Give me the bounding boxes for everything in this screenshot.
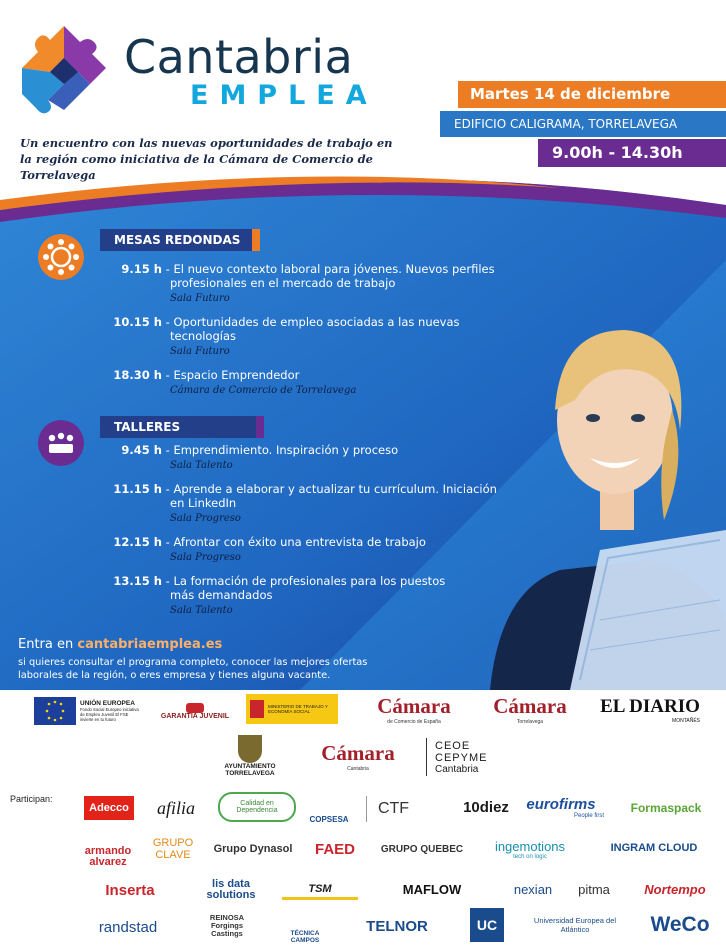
ceoe-cepyme-logo: CEOE CEPYME Cantabria xyxy=(426,738,508,776)
maflow-logo: MAFLOW xyxy=(402,881,462,897)
el-diario-montanes-logo: EL DIARIO MONTAÑÉS xyxy=(600,696,700,724)
lis-logo: lis data solutions xyxy=(206,878,256,901)
round-tables-heading xyxy=(100,229,252,251)
telnor-logo: TELNOR xyxy=(366,917,428,935)
tsm-logo: TSM xyxy=(282,880,358,900)
afilia-logo: afilia xyxy=(156,797,195,818)
reinosa-logo: REINOSA Forgings Castings xyxy=(209,913,245,938)
faed-logo: FAED xyxy=(314,840,355,858)
adecco-logo: Adecco xyxy=(84,796,134,820)
round-table-item: 18.30 h - Espacio Emprendedor Cámara de Comercio de Torrelavega xyxy=(113,368,357,396)
grupo-clave-logo: GRUPO CLAVE xyxy=(152,837,194,861)
website-link[interactable]: cantabriaemplea.es xyxy=(77,637,223,652)
website-callout: Entra en cantabriaemplea.es xyxy=(18,637,223,652)
round-table-item: 9.15 h - El nuevo contexto laboral para jóvenes. Nuevos perfiles profesionales en el mercado de trabajo Sala Futuro xyxy=(121,262,495,304)
ue-logo: UNIÓN EUROPEA Fondo Social Europeo iniciativa de Empleo Juvenil El FSE invierte en tu futuro xyxy=(34,694,144,728)
pitma-logo: pitma xyxy=(578,881,610,897)
round-tables-icon xyxy=(38,234,84,280)
brand-title: Cantabria xyxy=(124,30,354,84)
armando-alvarez-logo: armando alvarez xyxy=(84,845,132,868)
calidad-dependencia-logo: Calidad en Dependencia xyxy=(218,792,296,822)
round-table-item: 10.15 h - Oportunidades de empleo asociadas a las nuevas tecnologías Sala Futuro xyxy=(113,315,460,357)
ingram-cloud-logo: INGRAM CLOUD xyxy=(610,842,698,854)
camara-espana-logo: Cámara de Comercio de España xyxy=(377,693,451,725)
heading-accent xyxy=(256,416,264,438)
randstad-logo: randstad xyxy=(98,918,158,936)
uc-logo: UC xyxy=(470,908,504,942)
garantia-juvenil-logo: GARANTÍA JUVENIL xyxy=(158,694,232,728)
event-venue: EDIFICIO CALIGRAMA, TORRELAVEGA xyxy=(440,111,726,137)
camara-cantabria-logo: Cámara Cantabria xyxy=(321,740,395,772)
ingemotions-logo: ingemotions tech on logic xyxy=(494,838,566,860)
coat-of-arms-icon xyxy=(238,735,262,763)
round-tables-title: MESAS REDONDAS xyxy=(114,233,241,247)
tecnica-campos-logo: TÉCNICA CAMPOS xyxy=(290,930,320,944)
universidad-europea-logo: Universidad Europea del Atlántico xyxy=(533,916,617,934)
inserta-logo: Inserta xyxy=(105,881,155,899)
heading-accent xyxy=(252,229,260,251)
eu-flag-icon xyxy=(34,697,76,725)
copsesa-logo: COPSESA xyxy=(309,815,349,824)
puzzle-logo-icon xyxy=(18,22,110,114)
workshops-icon xyxy=(38,420,84,466)
event-time: 9.00h - 14.30h xyxy=(538,139,726,167)
workshop-item: 12.15 h - Afrontar con éxito una entrevista de trabajo Sala Progreso xyxy=(113,535,426,563)
garantia-badge-icon xyxy=(186,703,204,713)
ministerio-logo: MINISTERIO DE TRABAJO Y ECONOMÍA SOCIAL xyxy=(246,694,338,724)
workshop-item: 9.45 h - Emprendimiento. Inspiración y proceso Sala Talento xyxy=(121,443,399,471)
ayuntamiento-logo: AYUNTAMIENTO TORRELAVEGA xyxy=(214,732,286,780)
formaspack-logo: Formaspack xyxy=(630,801,702,815)
dynasol-logo: Grupo Dynasol xyxy=(213,843,293,855)
10diez-logo: 10diez xyxy=(463,798,509,816)
nortempo-logo: Nortempo xyxy=(644,881,706,897)
participants-label: Participan: xyxy=(10,794,53,804)
spain-shield-icon xyxy=(250,700,264,718)
workshops-title: TALLERES xyxy=(114,420,181,434)
ctf-logo: CTF xyxy=(366,796,420,822)
intro-text: Un encuentro con las nuevas oportunidades de trabajo en la región como iniciativa de la Cámara de Comercio de Torrelavega xyxy=(20,136,393,182)
weco-logo: WeCo xyxy=(650,913,710,936)
workshops-heading xyxy=(100,416,256,438)
website-note: si quieres consultar el programa completo, conocer las mejores ofertas laborales de la región, o eres empresa y tienes alguna vacante. xyxy=(18,657,368,681)
brand-subtitle: EMPLEA xyxy=(190,80,378,111)
camara-torrelavega-logo: Cámara Torrelavega xyxy=(493,693,567,725)
nexian-logo: nexian xyxy=(513,881,553,897)
event-date: Martes 14 de diciembre xyxy=(458,81,726,108)
grupo-quebec-logo: GRUPO QUEBEC xyxy=(380,843,464,855)
workshop-item: 11.15 h - Aprende a elaborar y actualizar tu currículum. Iniciación en LinkedIn Sala Progreso xyxy=(113,482,497,524)
eurofirms-logo: eurofirms People first xyxy=(526,795,604,819)
workshop-item: 13.15 h - La formación de profesionales para los puestos más demandados Sala Talento xyxy=(113,574,446,616)
